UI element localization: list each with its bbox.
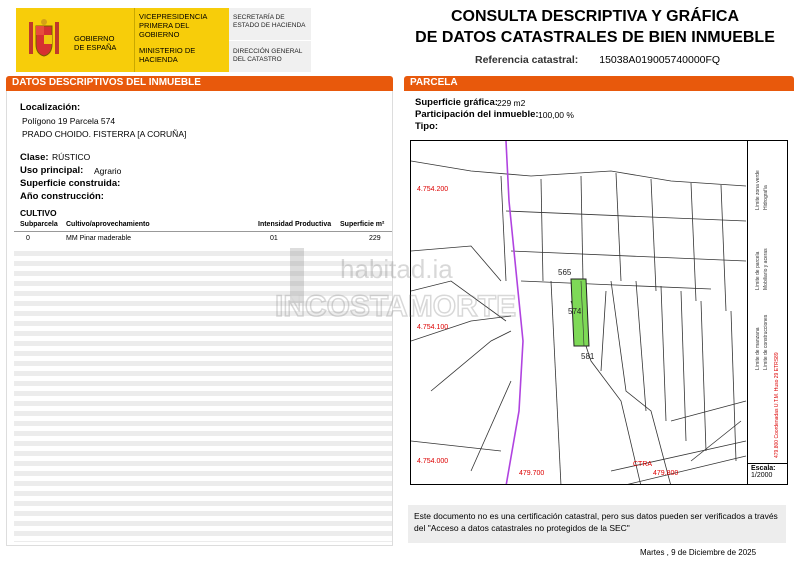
legend-item-limite-construcciones: Límite de construcciones bbox=[763, 314, 769, 370]
document-title-line1: CONSULTA DESCRIPTIVA Y GRÁFICA bbox=[450, 8, 739, 25]
cultivo-table-header bbox=[14, 220, 392, 232]
scale-value: 1/2000 bbox=[751, 472, 773, 479]
scale-box bbox=[747, 463, 788, 485]
superficie-construida-label: Superficie construida: bbox=[20, 178, 121, 189]
government-header bbox=[16, 8, 311, 72]
watermark-line2: INCOSTAMORTE bbox=[275, 290, 517, 323]
watermark-line1: habitad.ia bbox=[340, 254, 453, 284]
localizacion-line1: Polígono 19 Parcela 574 bbox=[22, 116, 116, 126]
participacion-value: 100,00 % bbox=[538, 110, 574, 120]
cadastral-reference bbox=[475, 54, 720, 66]
secretaria-block bbox=[229, 8, 311, 72]
sup-grafica-label: Superficie gráfica: bbox=[415, 97, 498, 108]
cell-superficie: 229 bbox=[369, 235, 381, 242]
coord-label-mid: 4.754.100 bbox=[417, 324, 449, 331]
col-subparcela: Subparcela bbox=[20, 221, 58, 228]
parcel-label-581: 581 bbox=[581, 352, 595, 361]
legend-item-hidrografia: Hidrografía bbox=[763, 185, 769, 210]
secretaria-label: SECRETARÍA DE ESTADO DE HACIENDA bbox=[233, 14, 306, 29]
coord-label-bot: 4.754.000 bbox=[417, 458, 449, 465]
col-superficie: Superficie m² bbox=[340, 221, 385, 228]
legend-item-limite-manzana: Límite de manzana bbox=[755, 327, 761, 370]
vicepresidencia-block bbox=[134, 8, 229, 72]
legend-item-limite-parcela: Límite de parcela bbox=[755, 251, 761, 290]
clase-value: RÚSTICO bbox=[52, 152, 91, 162]
coord-label-top: 4.754.200 bbox=[417, 186, 449, 193]
cell-subparcela: 0 bbox=[26, 235, 30, 242]
parcela-header: PARCELA bbox=[404, 76, 794, 91]
legend-item-mobiliario: Mobiliario y aceras bbox=[763, 248, 769, 290]
col-intensidad: Intensidad Productiva bbox=[258, 221, 332, 228]
coord-label-x2: 479.800 bbox=[653, 470, 679, 477]
legend-item-zona-verde: Límite zona verde bbox=[755, 170, 761, 210]
participacion-label: Participación del inmueble: bbox=[415, 109, 539, 120]
coord-label-x1: 479.700 bbox=[519, 470, 545, 477]
uso-label: Uso principal: bbox=[20, 165, 84, 176]
direccion-label: DIRECCIÓN GENERAL DEL CATASTRO bbox=[233, 48, 303, 63]
map-drawing bbox=[411, 141, 788, 485]
empty-table-area bbox=[14, 246, 392, 542]
document-date: Martes , 9 de Diciembre de 2025 bbox=[640, 548, 757, 557]
localizacion-label: Localización: bbox=[20, 102, 81, 113]
document-title-line2: DE DATOS CATASTRALES DE BIEN INMUEBLE bbox=[415, 29, 775, 46]
ministerio-label: MINISTERIO DE HACIENDA bbox=[139, 46, 196, 64]
clase-label: Clase: bbox=[20, 152, 49, 163]
anio-construccion-label: Año construcción: bbox=[20, 191, 104, 202]
ref-label: Referencia catastral: bbox=[475, 54, 579, 66]
col-cultivo: Cultivo/aprovechamiento bbox=[66, 221, 150, 228]
road-label: CTRA bbox=[633, 461, 653, 468]
ref-value: 15038A019005740000FQ bbox=[599, 54, 721, 66]
cell-intensidad: 01 bbox=[270, 235, 278, 242]
descriptive-data-header: DATOS DESCRIPTIVOS DEL INMUEBLE bbox=[6, 76, 393, 91]
coord-note: 479.800 Coordenadas U.T.M. Huso 29 ETRS89 bbox=[774, 352, 780, 458]
parcel-label-574: 574 bbox=[568, 307, 582, 316]
notice-box: Este documento no es una certificación catastral, pero sus datos pueden ser verificados a través del "Acceso a datos catastrales no protegidos de la SEC" bbox=[408, 505, 786, 543]
parcel-label-565: 565 bbox=[558, 268, 572, 277]
localizacion-line2: PRADO CHOIDO. FISTERRA [A CORUÑA] bbox=[22, 129, 187, 139]
cadastral-map[interactable] bbox=[410, 140, 788, 485]
map-legend bbox=[747, 140, 788, 463]
sup-grafica-value: 229 m2 bbox=[497, 98, 526, 108]
scale-label: Escala: bbox=[751, 465, 776, 472]
road-line bbox=[506, 141, 523, 485]
vicepresidencia-label: VICEPRESIDENCIA PRIMERA DEL GOBIERNO bbox=[139, 12, 207, 39]
coat-of-arms-icon bbox=[16, 8, 72, 72]
table-row bbox=[14, 234, 392, 244]
cultivo-title: CULTIVO bbox=[20, 208, 57, 218]
gobierno-label: GOBIERNO DE ESPAÑA bbox=[72, 8, 134, 72]
uso-value: Agrario bbox=[94, 166, 122, 176]
cell-cultivo: MM Pinar maderable bbox=[66, 235, 131, 242]
tipo-label: Tipo: bbox=[415, 121, 439, 132]
